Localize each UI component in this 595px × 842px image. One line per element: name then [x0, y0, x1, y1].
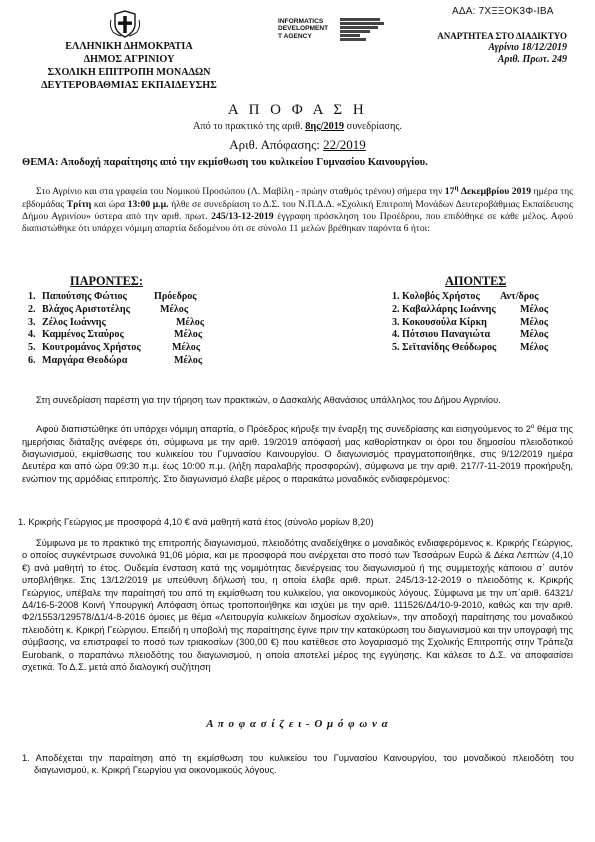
absent-list [392, 291, 548, 355]
diavgeia-stamp [278, 18, 346, 40]
absent-member: 1. Κολοβός Χρήστος Αντ/δρος [392, 291, 539, 302]
intro-weekday: Τρίτη [66, 198, 92, 210]
intro-text: και ώρα [93, 198, 126, 210]
intro-month: Δεκεμβρίου 2019 [460, 186, 532, 198]
secretary-paragraph: Στη συνεδρίαση παρέστη για την τήρηση των πρακτικών, ο Δασκαλής Αθανάσιος υπάλληλος του Δήμου Αγρινίου. [36, 395, 501, 405]
posted-label: ΑΝΑΡΤΗΤΕΑ ΣΤΟ ΔΙΑΔΙΚΤΥΟ [437, 31, 567, 41]
intro-text: ημέρα της εβδομάδας [22, 186, 574, 210]
present-member: 4. Καμμένος Σταύρος Μέλος [28, 329, 203, 341]
org-line: ΣΧΟΛΙΚΗ ΕΠΙΤΡΟΠΗ ΜΟΝΑΔΩΝ [47, 67, 211, 78]
stamp-fine-print [340, 18, 388, 41]
session-reference [0, 121, 595, 132]
intro-text: έγγραφη πρόσκληση του Προέδρου, που επιδόθηκε σε κάθε μέλος. Αφού διαπιστώθηκε ότι υπάρχει νόμιμη απαρτία δεδομένου ότι σε σύνολο 11 μελών βρέθηκαν παρόντα 6 ήτοι: [22, 211, 574, 235]
present-member: 6. Μαργάρα Θεοδώρα Μέλος [28, 354, 203, 366]
document-date: Αγρίνιο 18/12/2019 [488, 42, 567, 53]
present-member: 2. Βλάχος Αριστοτέλης Μέλος [28, 303, 189, 315]
stamp-line: T AGENCY [278, 32, 312, 40]
intro-text: Στο Αγρίνιο και στα γραφεία του Νομικού Προσώπου (Λ. Μαβίλη - πρώην σταθμός τρένου) σήμερα την [36, 186, 443, 198]
org-line: ΔΕΥΤΕΡΟΒΑΘΜΙΑΣ ΕΚΠΑΙΔΕΥΣΗΣ [41, 80, 217, 91]
intro-invitation: 245/13-12-2019 [211, 211, 274, 223]
stamp-line: INFORMATICS [278, 18, 324, 25]
candidate-line: 1. Κρικρής Γεώργιος με προσφορά 4,10 € ανά μαθητή κατά έτος (σύνολο μορίων 8,20) [18, 517, 374, 527]
org-line: ΔΗΜΟΣ ΑΓΡΙΝΙΟΥ [83, 54, 175, 65]
protocol-number: Αριθ. Πρωτ. 249 [497, 54, 567, 65]
stamp-line: DEVELOPMENT [278, 25, 329, 33]
intro-text: ήλθε σε συνεδρίαση το Δ.Σ. του Ν.Π.Δ.Δ. «Σχολική Επιτροπή Μονάδων Δευτεροβάθμιας Εκπαίδευσης Δήμου Αγρινίου» ύστερα από την αριθ. πρωτ. [22, 198, 574, 223]
absent-member: 3. Κοκουσούλα Κίρκη Μέλος [392, 316, 549, 328]
decision-label: Αριθ. Απόφασης: [229, 137, 320, 152]
main-paragraph: Σύμφωνα με το πρακτικό της επιτροπής διαγωνισμού, πλειοδότης αναδείχθηκε ο μοναδικός ενδιαφερόμενος κ. Κρικρής Γεώργιος, ο οποίος συγκέντρωσε συνολικά 91,06 μόρια, και με προσφορά που ανέρχεται στο ποσό των Τεσσάρων Ευρώ & Δέκα Λεπτών (4,10 €) ανά μαθητή το έτος. Ουδεμία ένσταση κατά της νομιμότητας διενέργειας του διαγωνισμού ή της συμμετοχής κάποιου σ΄ αυτόν υποβλήθηκε. Στις 13/12/2019 με υπεύθυνη δήλωσή του, η οποία έλαβε αριθ. πρωτ. 245/13-12-2019 ο πλειοδότης κ. Κρικρής Γεώργιος, υπέβαλε την παραίτησή του από τη εκμίσθωση του κυλικείου, για οικονομικούς λόγους. Σύμφωνα με την υπ΄αριθ. 64321/Δ4/16-5-2008 Κοινή Υπουργική Απόφαση όπως τροποποιήθηκε και ισχύει με την αριθ. 111526/Δ4/10-9-2010, καθώς και την αριθ. Φ2/1553/129578/Δ1/4-8-2016 όμοιες με θέμα «Λειτουργία κυλικείων δημοσίων σχολείων», την αποδοχή παραίτησης του μοναδικού πλειοδότη κ. Κρικρή Γεώργιου. Επειδή η υποβολή της παραίτησης έγινε πριν την κατακύρωση του διαγωνισμού και την υπογραφή της σύμβασης, να επιστραφεί το ποσό των τριακοσίων (300,00 €) που κατέθεσε στο λογαριασμό της Σχολικής Επιτροπής στην Τράπεζα Eurobank, ο παραπάνω πλειοδότης του διαγωνισμού, η οποία αποτελεί μέρος της εγγύησης. Και κάλεσε το Δ.Σ. να αποφασίσει σχετικά. Το Δ.Σ. μετά από διαλογική συζήτηση [22, 538, 573, 673]
subject-line: ΘΕΜΑ: Αποδοχή παραίτησης από την εκμίσθωση του κυλικείου Γυμνασίου Καινουργίου. [22, 157, 428, 168]
decision-number-line [0, 137, 595, 153]
greek-emblem-icon [108, 10, 142, 38]
absent-member: 5. Σεϊτανίδης Θεόδωρος Μέλος [392, 342, 549, 354]
agenda-paragraph: Αφού διαπιστώθηκε ότι υπάρχει νόμιμη απαρτία, ο Πρόεδρος κήρυξε την έναρξη της συνεδρίασης και εισηγούμενος το $2^o$ θέμα της ημερήσιας διάταξης ανέφερε ότι, σύμφωνα με την αριθ. 19/2019 απόφασή μας καθορίστηκαν οι όροι του δημοσίου πλειοδοτικού διαγωνισμού, εκμίσθωσης του κυλικείου του Γυμνασίου Καινουργίου. Ο διαγωνισμός πραγματοποιήθηκε, στις 9/12/2019 ημέρα Δευτέρα και από ώρα 09:30 π.μ. έως 10:00 π.μ. (λήξη παραλαβής προσφορών), σύμφωνα με την αριθ. 217/7-11-2019 προκήρυξη, ενώπιον της αρμόδιας επιτροπής. Στο διαγωνισμό έλαβε μέρος ο παρακάτω μοναδικός ενδιαφερόμενος: [22, 424, 573, 484]
document-title: Α Π Ο Φ Α Σ Η [227, 102, 368, 118]
organization-header [20, 40, 238, 92]
session-prefix: Από το πρακτικό της αριθ. [192, 121, 303, 132]
org-line: ΕΛΛΗΝΙΚΗ ΔΗΜΟΚΡΑΤΙΑ [65, 41, 193, 52]
present-member: 5. Κουτρομάνος Χρήστος Μέλος [28, 342, 201, 354]
absent-member: 2. Καβαλλάρης Ιωάννης Μέλος [392, 303, 549, 315]
intro-time: 13:00 μ.μ. [127, 198, 169, 210]
document-meta [437, 30, 567, 66]
present-list [28, 291, 204, 368]
decides-heading: Α π ο φ α σ ί ζ ε ι - Ο μ ό φ ω ν α [206, 718, 389, 730]
present-heading: ΠΑΡΟΝΤΕΣ: [70, 274, 143, 288]
decision-item: 1. Αποδέχεται την παραίτηση από τη εκμίσθωση του κυλικείου του Γυμνασίου Καινουργίου, του μοναδικού πλειοδότη του διαγωνισμού, κ. Κρικρή Γεωργίου για οικονομικούς λόγους. [22, 753, 574, 776]
decision-number: 22/2019 [323, 137, 366, 152]
session-number: 8ης/2019 [305, 121, 345, 132]
present-member: 3. Ζέλος Ιωάννης Μέλος [28, 316, 205, 328]
intro-day: $17^\eta$ [444, 184, 459, 198]
ada-code: ΑΔΑ: 7ΧΞΞΟΚ3Φ-ΙΒΑ [452, 6, 554, 17]
present-member: 1. Παπούτσης Φώτιος Πρόεδρος [28, 291, 197, 302]
session-suffix: συνεδρίασης. [346, 121, 403, 132]
absent-member: 4. Πότσιου Παναγιώτα Μέλος [392, 329, 549, 341]
absent-heading: ΑΠΟΝΤΕΣ [445, 274, 507, 288]
intro-paragraph [22, 182, 573, 236]
